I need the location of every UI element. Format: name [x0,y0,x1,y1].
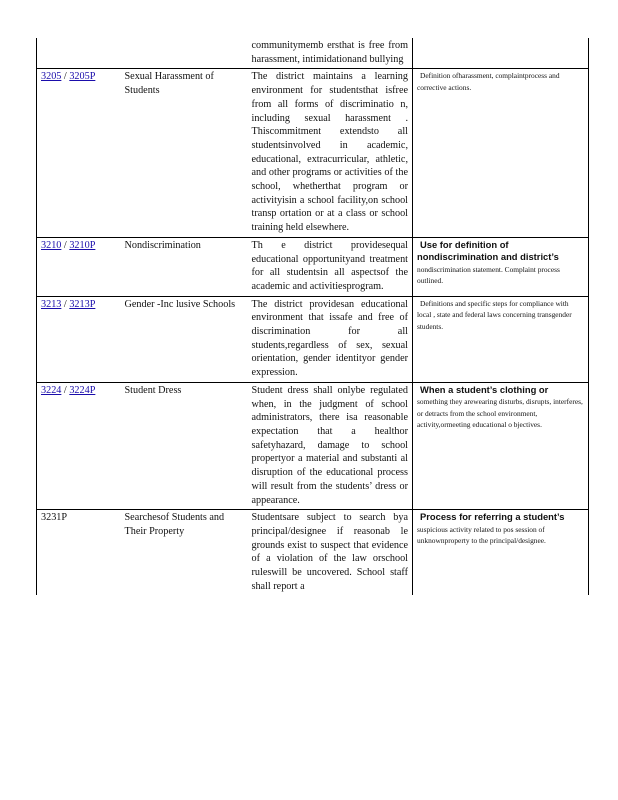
code-separator: / [61,71,70,83]
policy-code: 3231P [41,512,68,524]
policy-code-link[interactable]: 3205 [41,71,62,83]
policy-code-cell [37,296,121,382]
policy-title: Gender -Inc lusive Schools [121,296,248,382]
policy-notes [413,296,589,382]
notes-lead: Use for definition of nondiscrimination and district’s [417,238,559,263]
code-separator: / [61,298,70,310]
policy-notes [413,38,589,69]
policy-title: Searchesof Students and Their Property [124,512,225,537]
notes-text: something they arewearing disturbs, disrupts, interferes, or detracts from the school environment, activity,ormeeting educational o bjectives. [417,397,583,430]
notes-text: Definition ofharassment, complaintprocess and corrective actions. [417,71,560,92]
code-separator: / [61,239,70,251]
policy-code-cell [37,382,121,509]
policy-code-link[interactable]: 3213 [41,298,62,310]
notes-text: Definitions and specific steps for compliance with local , state and federal laws concerning transgender students. [417,298,572,331]
policy-description: Student dress shall onlybe regulated when, in the judgment of school administrators, there isa reasonable expectation that a healthor safetyhazard, damage to school propertyor a material and substanti al disruption of the educational process will result from the students’ dress or appearance. [248,382,413,509]
policy-code-link[interactable]: 3224P [69,384,96,396]
policy-description: Studentsare subject to search bya principal/designee if reasonab le grounds exist to suspect that evidence of a violation of the law orschool ruleswill be uncovered. School staff shall report a [251,512,408,592]
policy-code-link[interactable]: 3210P [69,239,96,251]
code-separator: / [61,384,70,396]
notes-lead: Process for referring a student’s [420,511,565,523]
policy-table [36,38,589,595]
notes-lead: When a student’s clothing or [420,383,549,395]
policy-row [37,69,589,237]
policy-notes [413,69,589,237]
policy-code-link[interactable]: 3213P [69,298,96,310]
policy-description: communitymemb ersthat is free from harassment, intimidationand bullying [248,38,413,69]
policy-title: Nondiscrimination [121,237,248,296]
policy-code-cell [37,237,121,296]
policy-table-body [37,38,589,595]
policy-title [121,38,248,69]
policy-code-cell [37,510,121,596]
policy-row [37,38,589,69]
policy-notes [413,382,589,509]
policy-code-link[interactable]: 3210 [41,239,62,251]
policy-code-cell [37,69,121,237]
policy-description: The district maintains a learning environment for studentsthat isfree from all forms of discriminatio n, including sexual harassment . Thiscommitment extendsto all studentsinvolved in academic, educational, extracurricular, athletic, and other programs or activities of the school, whetherthat program or activityisin a school facility,on school transp ortation or at a class or school training held elsewhere. [248,69,413,237]
policy-code-link[interactable]: 3205P [69,71,96,83]
policy-row [37,510,589,596]
policy-notes [413,510,589,596]
policy-title: Student Dress [121,382,248,509]
policy-description: The district providesan educational environment that issafe and free of discrimination for all students,regardless of sex, sexual orientation, gender identityor gender expression. [248,296,413,382]
policy-row [37,237,589,296]
policy-notes [413,237,589,296]
policy-title: Sexual Harassment of Students [121,69,248,237]
policy-row [37,296,589,382]
notes-text: nondiscrimination statement. Complaint process outlined. [417,264,560,286]
policy-description: Th e district providesequal educational opportunityand treatment for all studentsin all aspectsof the academic and activitiesprogram. [248,237,413,296]
policy-code-link[interactable]: 3224 [41,384,62,396]
policy-row [37,382,589,509]
notes-text: suspicious activity related to pos session of unknownproperty to the principal/designee. [417,524,546,546]
policy-code-cell [37,38,121,69]
